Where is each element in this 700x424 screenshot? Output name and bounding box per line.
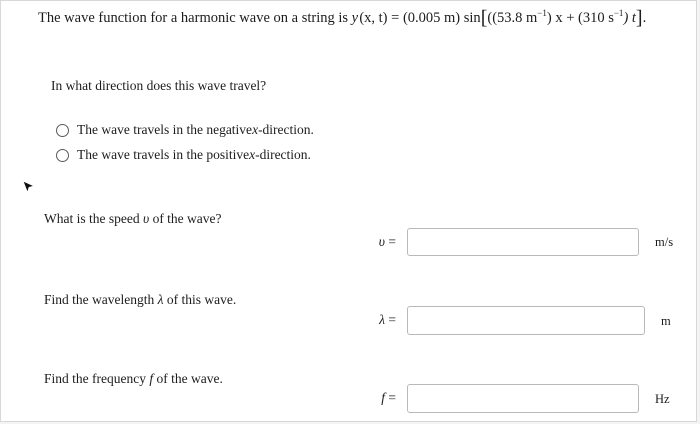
angular-frequency-term: ) x + (310 s — [546, 10, 614, 26]
radio-button-positive[interactable] — [56, 149, 69, 162]
option-positive-suffix: -direction. — [255, 147, 311, 162]
right-bracket: ] — [635, 7, 643, 29]
option-negative-text: The wave travels in the negative — [77, 122, 253, 137]
wavelength-input[interactable] — [408, 307, 644, 334]
wavelength-label-symbol: λ — [379, 312, 385, 327]
speed-label-eq: = — [385, 234, 396, 249]
period: . — [642, 10, 647, 26]
speed-symbol: υ — [142, 211, 150, 226]
frequency-question-text: Find the frequency — [44, 371, 150, 386]
wavelength-label — [356, 312, 396, 328]
left-bracket: [ — [480, 7, 488, 29]
time-term: ) t — [623, 10, 636, 26]
mouse-cursor-icon — [22, 180, 36, 194]
problem-text: The wave function for a harmonic wave on a string is — [38, 10, 352, 26]
speed-label-symbol: υ — [378, 234, 385, 249]
speed-unit: m/s — [655, 235, 674, 249]
wavelength-label-eq: = — [385, 312, 396, 327]
speed-input-box[interactable] — [407, 228, 639, 256]
wavelength-question — [44, 292, 236, 308]
option-negative-suffix: -direction. — [258, 122, 314, 137]
option-negative-var: x — [252, 122, 259, 137]
frequency-input[interactable] — [408, 385, 638, 412]
frequency-symbol: f — [149, 371, 154, 386]
frequency-unit: Hz — [655, 392, 670, 406]
wave-number-exponent: −1 — [537, 8, 547, 19]
frequency-question-suffix: of the wave. — [153, 371, 223, 386]
wavelength-question-text: Find the wavelength — [44, 292, 158, 307]
wave-number-term: ((53.8 m — [487, 10, 538, 26]
speed-input[interactable] — [408, 229, 638, 255]
wave-function-symbol: y — [351, 10, 359, 26]
speed-question — [44, 211, 222, 227]
frequency-question — [44, 371, 223, 387]
option-positive-text: The wave travels in the positive — [77, 147, 250, 162]
amplitude-term: = (0.005 m) sin — [387, 10, 481, 26]
frequency-input-box[interactable] — [407, 384, 639, 413]
wavelength-question-suffix: of this wave. — [163, 292, 237, 307]
radio-button-negative[interactable] — [56, 124, 69, 137]
problem-statement — [38, 7, 646, 30]
option-positive-var: x — [249, 147, 256, 162]
direction-question: In what direction does this wave travel? — [51, 78, 267, 93]
wave-function-args: (x, t) — [359, 10, 388, 26]
option-negative-direction[interactable] — [56, 122, 314, 138]
frequency-label-symbol: f — [381, 390, 385, 405]
angular-frequency-exponent: −1 — [613, 8, 624, 19]
frequency-label-eq: = — [385, 390, 396, 405]
option-positive-direction[interactable] — [56, 147, 311, 163]
wavelength-input-box[interactable] — [407, 306, 645, 335]
speed-question-suffix: of the wave? — [149, 211, 222, 226]
wavelength-symbol: λ — [157, 292, 164, 307]
frequency-label — [356, 390, 396, 406]
speed-question-text: What is the speed — [44, 211, 143, 226]
wavelength-unit: m — [661, 314, 671, 328]
speed-label — [356, 234, 396, 250]
